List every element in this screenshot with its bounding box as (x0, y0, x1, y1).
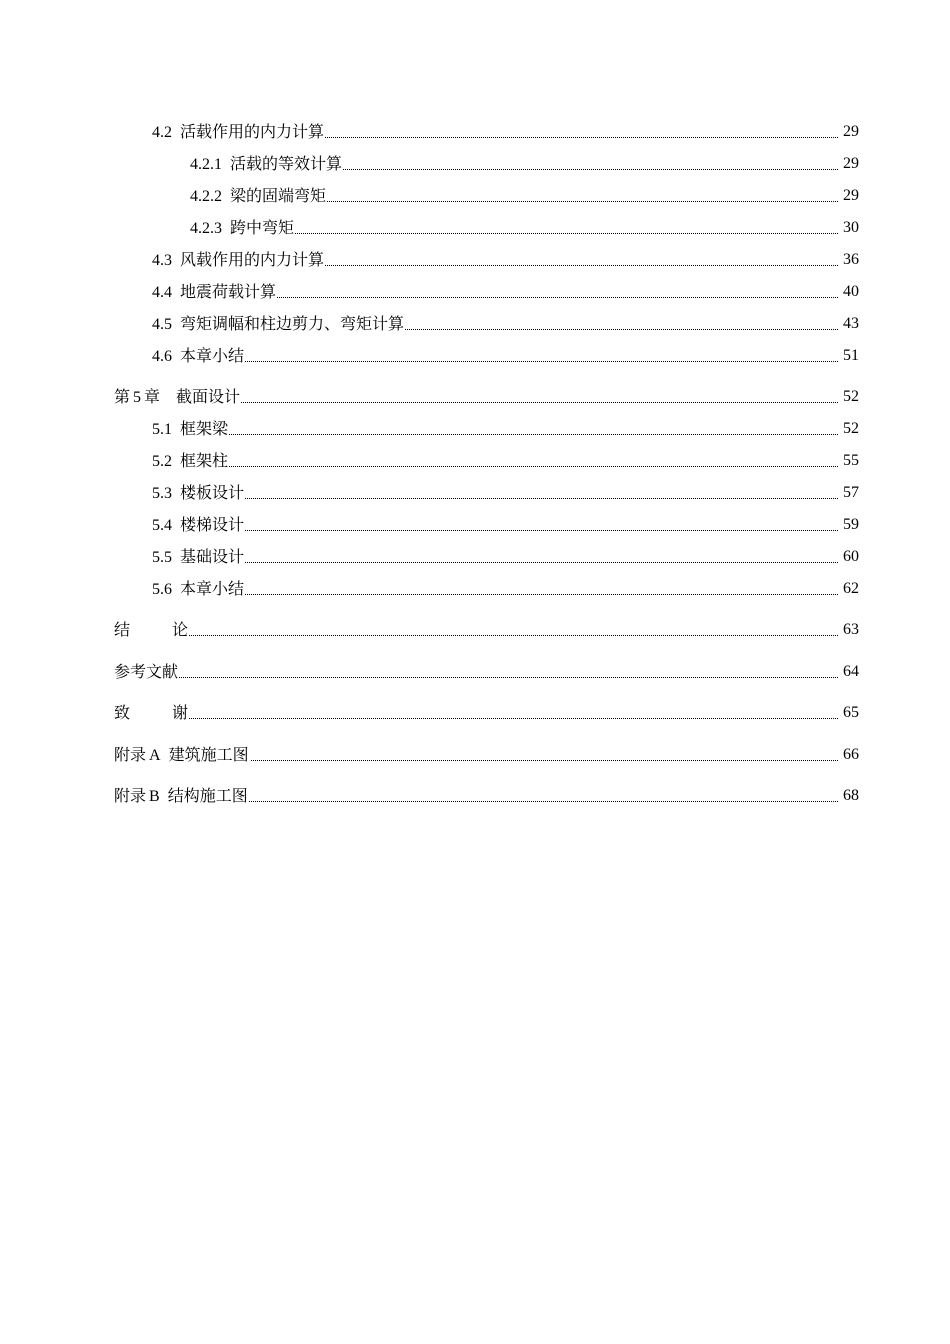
toc-entry-5-1[interactable] (0, 417, 950, 441)
toc-entry-4-6[interactable] (0, 344, 950, 368)
toc-page-number: 29 (842, 120, 859, 144)
toc-page-number: 62 (842, 577, 859, 601)
toc-section-title: 框架柱 (180, 451, 229, 470)
toc-entry-chapter-5[interactable] (0, 385, 950, 409)
toc-entry-5-5[interactable] (0, 545, 950, 569)
toc-entry-acknowledgements[interactable] (0, 701, 950, 725)
dot-leader (152, 562, 838, 563)
toc-page-number: 68 (842, 784, 859, 808)
toc-chapter-prefix: 第 (114, 387, 131, 406)
toc-entry-5-6[interactable] (0, 577, 950, 601)
toc-entry-4-3[interactable] (0, 248, 950, 272)
toc-chapter-title-char-2: 论 (172, 620, 189, 639)
toc-chapter-title-char-1: 致 (114, 703, 131, 722)
toc-page-number: 65 (842, 701, 859, 725)
toc-section-number: 4.2 (152, 124, 172, 141)
toc-page-number: 63 (842, 618, 859, 642)
toc-chapter-title: 建筑施工图 (168, 745, 249, 764)
toc-section-title: 梁的固端弯矩 (230, 186, 327, 205)
toc-section-number: 5.5 (152, 549, 172, 566)
toc-page-number: 52 (842, 417, 859, 441)
dot-leader (114, 635, 838, 636)
toc-page-number: 43 (842, 312, 859, 336)
toc-section-number: 5.4 (152, 517, 172, 534)
toc-page-number: 55 (842, 449, 859, 473)
toc-page-number: 29 (842, 184, 859, 208)
toc-page-number: 64 (842, 660, 859, 684)
toc-entry-appendix-b[interactable] (0, 784, 950, 808)
toc-chapter-suffix: 章 (144, 387, 161, 406)
toc-section-title: 框架梁 (180, 419, 229, 438)
toc-section-title: 活载的等效计算 (230, 154, 343, 173)
dot-leader (152, 498, 838, 499)
toc-section-number: 4.2.1 (190, 156, 222, 173)
toc-section-title: 本章小结 (180, 346, 245, 365)
toc-page-number: 51 (842, 344, 859, 368)
toc-section-title: 风载作用的内力计算 (180, 250, 325, 269)
toc-section-number: 5.1 (152, 421, 172, 438)
toc-section-number: 5.2 (152, 453, 172, 470)
toc-entry-references[interactable] (0, 660, 950, 684)
toc-page-number: 59 (842, 513, 859, 537)
toc-section-number: 4.3 (152, 252, 172, 269)
toc-entry-4-5[interactable] (0, 312, 950, 336)
toc-appendix-prefix: 附录 (114, 786, 147, 805)
toc-chapter-title: 结构施工图 (167, 786, 248, 805)
toc-entry-4-2-3[interactable] (0, 216, 950, 240)
dot-leader (152, 434, 838, 435)
toc-chapter-number: 5 (133, 389, 142, 406)
toc-entry-5-3[interactable] (0, 481, 950, 505)
toc-section-title: 楼板设计 (180, 483, 245, 502)
toc-appendix-letter: B (149, 788, 160, 805)
toc-entry-5-2[interactable] (0, 449, 950, 473)
toc-page-number: 30 (842, 216, 859, 240)
toc-section-title: 本章小结 (180, 579, 245, 598)
toc-section-title: 地震荷载计算 (180, 282, 277, 301)
dot-leader (114, 718, 838, 719)
toc-section-number: 4.6 (152, 348, 172, 365)
dot-leader (114, 677, 838, 678)
dot-leader (152, 594, 838, 595)
toc-page-number: 36 (842, 248, 859, 272)
toc-entry-4-4[interactable] (0, 280, 950, 304)
toc-section-title: 楼梯设计 (180, 515, 245, 534)
toc-appendix-prefix: 附录 (114, 745, 147, 764)
toc-section-number: 4.5 (152, 316, 172, 333)
dot-leader (152, 466, 838, 467)
dot-leader (152, 361, 838, 362)
toc-section-title: 跨中弯矩 (230, 218, 295, 237)
toc-chapter-title: 截面设计 (176, 387, 241, 406)
toc-page-number: 66 (842, 743, 859, 767)
toc-entry-4-2[interactable] (0, 120, 950, 144)
toc-page-number: 40 (842, 280, 859, 304)
toc-entry-4-2-1[interactable] (0, 152, 950, 176)
toc-section-number: 5.6 (152, 581, 172, 598)
toc-section-number: 4.2.3 (190, 220, 222, 237)
toc-entry-4-2-2[interactable] (0, 184, 950, 208)
toc-page-number: 57 (842, 481, 859, 505)
toc-entry-appendix-a[interactable] (0, 743, 950, 767)
toc-page-number: 29 (842, 152, 859, 176)
toc-page-number: 60 (842, 545, 859, 569)
toc-entry-5-4[interactable] (0, 513, 950, 537)
toc-page-number: 52 (842, 385, 859, 409)
toc-section-number: 4.4 (152, 284, 172, 301)
toc-chapter-title-char-2: 谢 (172, 703, 189, 722)
toc-section-title: 活载作用的内力计算 (180, 122, 325, 141)
toc-entry-conclusion[interactable] (0, 618, 950, 642)
toc-appendix-letter: A (149, 747, 161, 764)
toc-section-title: 基础设计 (180, 547, 245, 566)
dot-leader (152, 530, 838, 531)
toc-chapter-title: 参考文献 (114, 662, 179, 681)
toc-section-number: 4.2.2 (190, 188, 222, 205)
toc-section-number: 5.3 (152, 485, 172, 502)
toc-chapter-title-char-1: 结 (114, 620, 131, 639)
toc-section-title: 弯矩调幅和柱边剪力、弯矩计算 (180, 314, 405, 333)
